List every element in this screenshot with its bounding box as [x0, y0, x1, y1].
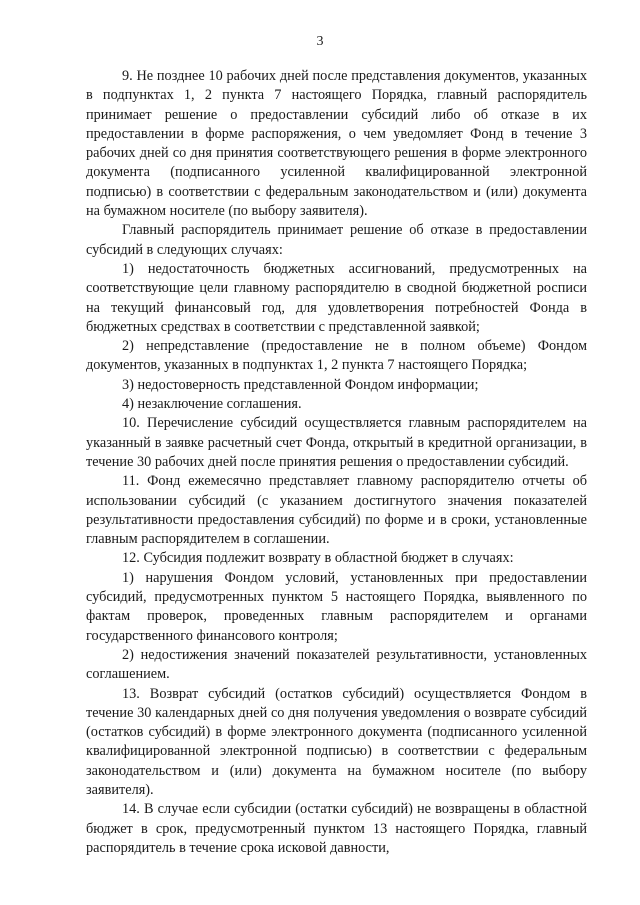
paragraph-12: 12. Субсидия подлежит возврату в областной бюджет в случаях: — [122, 550, 514, 567]
paragraph-refusal-intro: Главный распорядитель принимает решение об отказе в предоставлении субсидий в следующих случаях: — [86, 222, 587, 258]
paragraph-14: 14. В случае если субсидии (остатки субсидий) не возвращены в областной бюджет в срок, предусмотренный пунктом 13 настоящего Порядка, главный распорядитель в течение срока исковой давности, — [86, 801, 587, 856]
refusal-item-4: 4) незаключение соглашения. — [122, 396, 302, 413]
return-item-2: 2) недостижения значений показателей результативности, установленных соглашением. — [86, 646, 587, 683]
refusal-item-2: 2) непредставление (предоставление не в полном объеме) Фондом документов, указанных в подпунктах 1, 2 пункта 7 настоящего Порядка; — [86, 338, 587, 374]
paragraph-10: 10. Перечисление субсидий осуществляется главным распорядителем на указанный в заявке расчетный счет Фонда, открытый в кредитной организации, в течение 30 рабочих дней после принятия решения о предоставлении субсидий. — [86, 415, 587, 470]
refusal-item-1: 1) недостаточность бюджетных ассигнований, предусмотренных на соответствующие цели главному распорядителю в сводной бюджетной росписи на текущий финансовый год, для удовлетворения потребностей Фонда в бюджетных средствах в соответствии с представленной заявкой; — [86, 260, 587, 335]
paragraph-9: 9. Не позднее 10 рабочих дней после представления документов, указанных в подпунктах 1, 2 пункта 7 настоящего Порядка, главный распорядитель принимает решение о предоставлении субсидий либо об отказе в их предоставлении в форме распоряжения, о чем уведомляет Фонд в течение 3 рабочих дней со дня принятия соответствующего решения в форме электронного документа (подписанного усиленной квалифицированной электронной подписью) в соответствии с федеральным законодательством и (или) документа на бумажном носителе (по выбору заявителя). — [86, 68, 587, 220]
return-item-1: 1) нарушения Фондом условий, установленных при предоставлении субсидий, предусмотренных пунктом 5 настоящего Порядка, выявленного по фактам проверок, проведенных главным распорядителем и органами государственного финансового контроля; — [86, 569, 587, 644]
paragraph-13: 13. Возврат субсидий (остатков субсидий) осуществляется Фондом в течение 30 календарных дней со дня получения уведомления о возврате субсидий (остатков субсидий) в форме электронного документа (подписанного усиленной квалифицированной электронной подписью) в соответствии с федеральным законодательством и (или) документа на бумажном носителе (по выбору заявителя). — [86, 685, 587, 798]
paragraph-11: 11. Фонд ежемесячно представляет главному распорядителю отчеты об использовании субсидий (с указанием достигнутого значения показателей результативности предоставления субсидий) по форме и в сроки, установленные главным распорядителем в соглашении. — [86, 473, 587, 548]
refusal-item-3: 3) недостоверность представленной Фондом информации; — [122, 376, 479, 393]
page-number: 3 — [316, 34, 324, 49]
document-body — [86, 67, 587, 858]
